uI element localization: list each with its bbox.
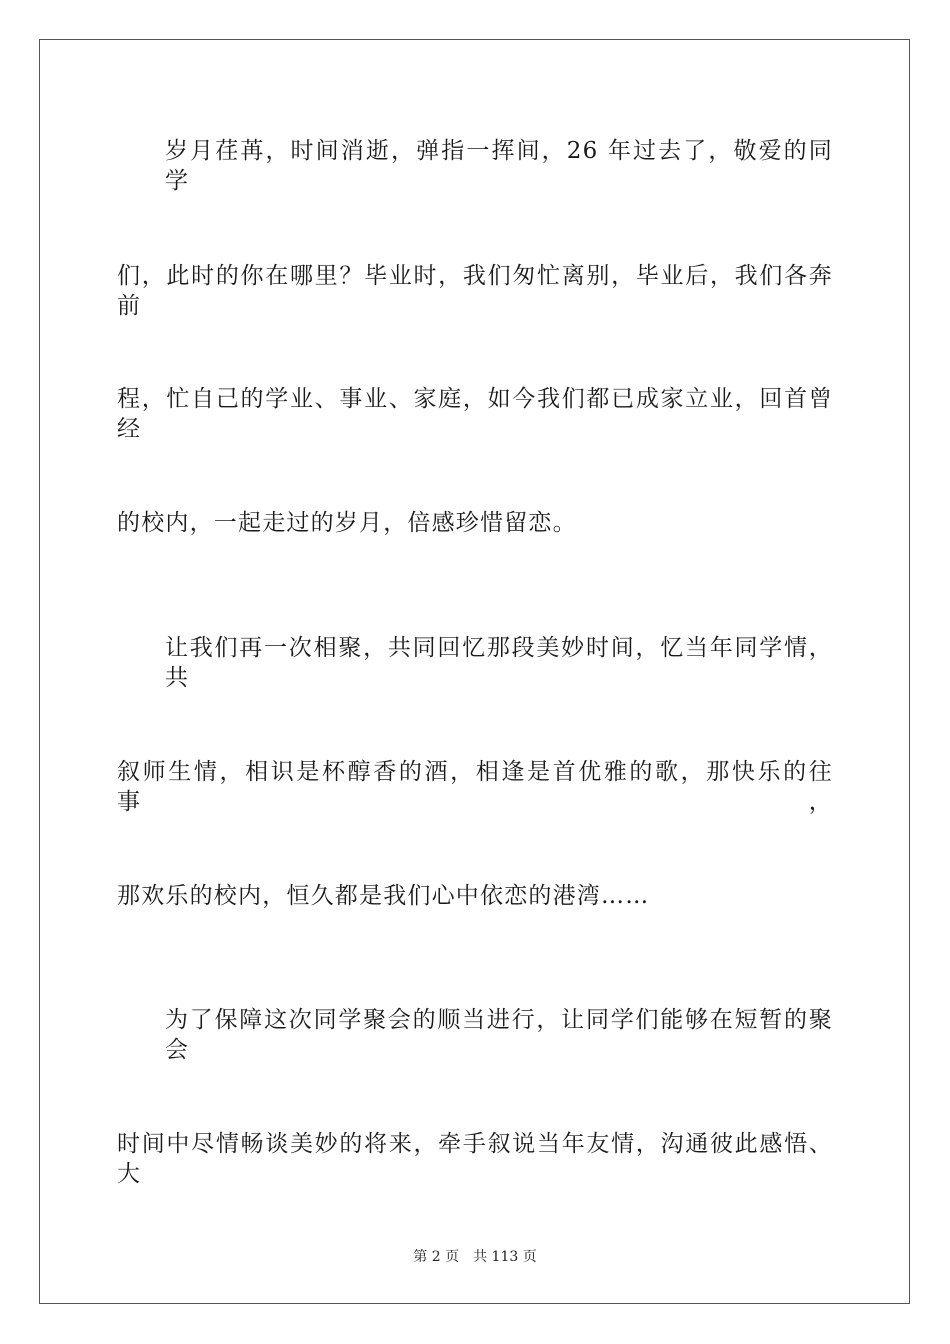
- page-number: 第 2 页: [413, 1249, 460, 1265]
- paragraph-2-line-3: 那欢乐的校内，恒久都是我们心中依恋的港湾……: [117, 883, 650, 909]
- paragraph-1-line-2: 们，此时的你在哪里？毕业时，我们匆忙离别，毕业后，我们各奔前: [117, 263, 833, 319]
- paragraph-3-line-1: 为了保障这次同学聚会的顺当进行，让同学们能够在短暂的聚会: [165, 1007, 833, 1063]
- paragraph-3-line-2: 时间中尽情畅谈美妙的将来，牵手叙说当年友情，沟通彼此感悟、大: [117, 1131, 833, 1187]
- paragraph-1-line-4: 的校内，一起走过的岁月，倍感珍惜留恋。: [117, 510, 577, 536]
- paragraph-2-line-2: 叙师生情，相识是杯醇香的酒，相逢是首优雅的歌，那快乐的往事，: [117, 759, 833, 815]
- paragraph-2-line-1: 让我们再一次相聚，共同回忆那段美妙时间，忆当年同学情，共: [165, 635, 833, 691]
- page-footer: [0, 1248, 950, 1266]
- page-total: 共 113 页: [473, 1249, 537, 1265]
- paragraph-1-line-1: 岁月荏苒，时间消逝，弹指一挥间，26 年过去了，敬爱的同学: [165, 138, 833, 194]
- paragraph-1-line-3: 程，忙自己的学业、事业、家庭，如今我们都已成家立业，回首曾经: [117, 386, 833, 442]
